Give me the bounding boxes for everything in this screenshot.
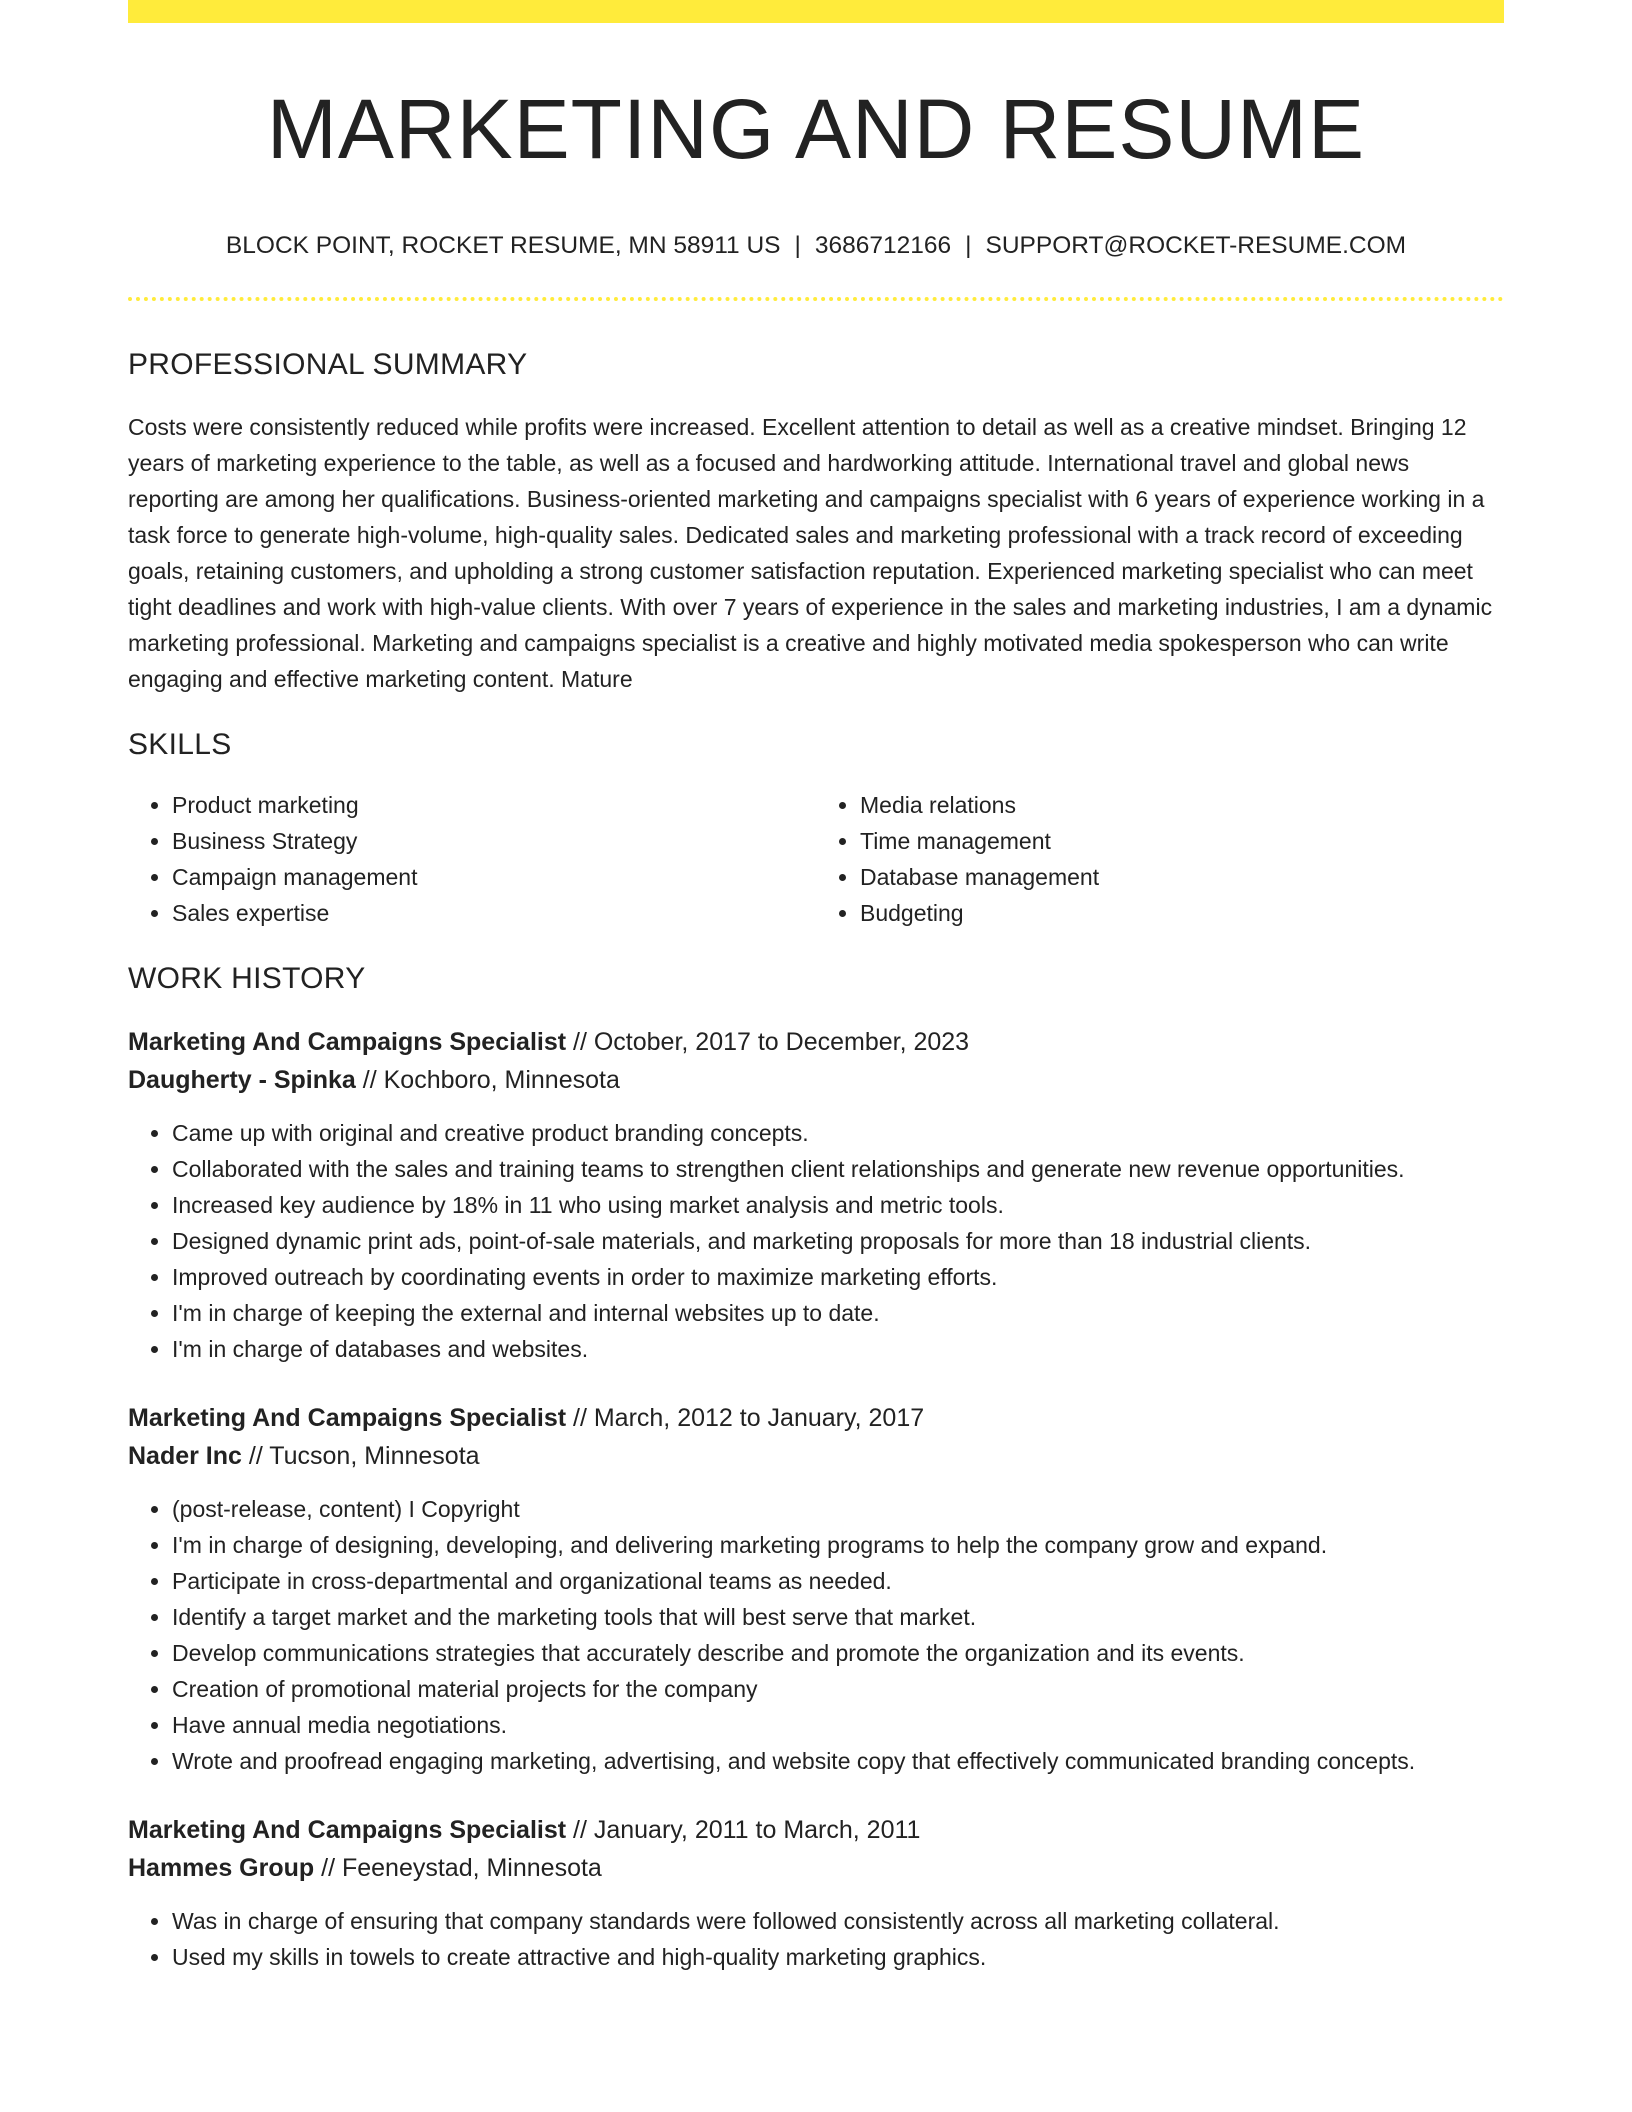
job-bullet: • Collaborated with the sales and training teams to strengthen client relationships and generate new revenue opportunities. bbox=[172, 1151, 1504, 1187]
job-title: Marketing And Campaigns Specialist bbox=[128, 1027, 567, 1056]
job-entry bbox=[128, 1023, 1504, 1367]
job-dates: // March, 2012 to January, 2017 bbox=[566, 1403, 925, 1432]
accent-top-bar bbox=[128, 0, 1504, 23]
job-entry bbox=[128, 1399, 1504, 1779]
job-bullet: • Wrote and proofread engaging marketing, advertising, and website copy that effectively communicated branding concepts. bbox=[172, 1743, 1504, 1779]
summary-text: Costs were consistently reduced while profits were increased. Excellent attention to detail as well as a creative mindset. Bringing 12 years of marketing experience to the table, as well as a focused and hardworking attitude. International travel and global news reporting are among her qualifications. Business-oriented marketing and campaigns specialist with 6 years of experience working in a task force to generate high-volume, high-quality sales. Dedicated sales and marketing professional with a track record of exceeding goals, retaining customers, and upholding a strong customer satisfaction reputation. Experienced marketing specialist who can meet tight deadlines and work with high-value clients. With over 7 years of experience in the sales and marketing industries, I am a dynamic marketing professional. Marketing and campaigns specialist is a creative and highly motivated media spokesperson who can write engaging and effective marketing content. Mature bbox=[128, 413, 1493, 692]
dotted-divider bbox=[128, 297, 1504, 301]
job-title-line bbox=[128, 1023, 1504, 1061]
skill-item: • Sales expertise bbox=[172, 895, 816, 931]
job-location: // Feeneystad, Minnesota bbox=[314, 1853, 602, 1882]
skill-item: • Campaign management bbox=[172, 859, 816, 895]
job-bullet: • Increased key audience by 18% in 11 who using market analysis and metric tools. bbox=[172, 1187, 1504, 1223]
job-entry bbox=[128, 1811, 1504, 1975]
skill-item: • Database management bbox=[860, 859, 1504, 895]
summary-heading: PROFESSIONAL SUMMARY bbox=[128, 347, 528, 381]
job-bullet: • Came up with original and creative product branding concepts. bbox=[172, 1115, 1504, 1151]
skill-item: • Budgeting bbox=[860, 895, 1504, 931]
job-company-line bbox=[128, 1437, 1504, 1475]
contact-line bbox=[128, 231, 1504, 260]
contact-address: BLOCK POINT, ROCKET RESUME, MN 58911 US bbox=[225, 232, 781, 260]
contact-separator: | bbox=[794, 232, 801, 260]
job-bullet: • Identify a target market and the marketing tools that will best serve that market. bbox=[172, 1599, 1504, 1635]
resume-page bbox=[128, 0, 1504, 1975]
job-title-line bbox=[128, 1399, 1504, 1437]
job-bullet: • Creation of promotional material projects for the company bbox=[172, 1671, 1504, 1707]
job-bullets bbox=[128, 1491, 1504, 1779]
job-company: Nader Inc bbox=[128, 1441, 242, 1470]
job-dates: // January, 2011 to March, 2011 bbox=[566, 1815, 921, 1844]
job-company: Hammes Group bbox=[128, 1853, 315, 1882]
job-title: Marketing And Campaigns Specialist bbox=[128, 1403, 567, 1432]
skill-item: • Media relations bbox=[860, 787, 1504, 823]
resume-name: MARKETING AND RESUME bbox=[266, 82, 1366, 176]
skills-list-right bbox=[816, 787, 1504, 931]
job-bullet: • Improved outreach by coordinating events in order to maximize marketing efforts. bbox=[172, 1259, 1504, 1295]
job-bullet: • I'm in charge of designing, developing, and delivering marketing programs to help the company grow and expand. bbox=[172, 1527, 1504, 1563]
job-bullet: • (post-release, content) I Copyright bbox=[172, 1491, 1504, 1527]
contact-phone: 3686712166 bbox=[814, 232, 952, 260]
skill-item: • Product marketing bbox=[172, 787, 816, 823]
job-bullet: • Have annual media negotiations. bbox=[172, 1707, 1504, 1743]
work-history-heading: WORK HISTORY bbox=[128, 961, 366, 995]
job-location: // Tucson, Minnesota bbox=[241, 1441, 480, 1470]
job-bullet: • Was in charge of ensuring that company standards were followed consistently across all marketing collateral. bbox=[172, 1903, 1504, 1939]
job-location: // Kochboro, Minnesota bbox=[355, 1065, 620, 1094]
job-bullet: • Designed dynamic print ads, point-of-sale materials, and marketing proposals for more than 18 industrial clients. bbox=[172, 1223, 1504, 1259]
skill-item: • Business Strategy bbox=[172, 823, 816, 859]
job-bullet: • I'm in charge of databases and websites. bbox=[172, 1331, 1504, 1367]
job-company-line bbox=[128, 1061, 1504, 1099]
job-bullets bbox=[128, 1903, 1504, 1975]
contact-separator: | bbox=[965, 232, 972, 260]
job-title: Marketing And Campaigns Specialist bbox=[128, 1815, 567, 1844]
skills-list-left bbox=[128, 787, 816, 931]
skills-columns bbox=[128, 787, 1504, 931]
skills-heading: SKILLS bbox=[128, 727, 232, 761]
skill-item: • Time management bbox=[860, 823, 1504, 859]
contact-email[interactable]: SUPPORT@ROCKET-RESUME.COM bbox=[985, 232, 1407, 260]
job-company-line bbox=[128, 1849, 1504, 1887]
job-bullet: • Participate in cross-departmental and organizational teams as needed. bbox=[172, 1563, 1504, 1599]
job-bullet: • I'm in charge of keeping the external and internal websites up to date. bbox=[172, 1295, 1504, 1331]
job-company: Daugherty - Spinka bbox=[128, 1065, 356, 1094]
job-dates: // October, 2017 to December, 2023 bbox=[566, 1027, 970, 1056]
job-bullets bbox=[128, 1115, 1504, 1367]
job-title-line bbox=[128, 1811, 1504, 1849]
job-bullet: • Develop communications strategies that accurately describe and promote the organization and its events. bbox=[172, 1635, 1504, 1671]
job-bullet: • Used my skills in towels to create attractive and high-quality marketing graphics. bbox=[172, 1939, 1504, 1975]
